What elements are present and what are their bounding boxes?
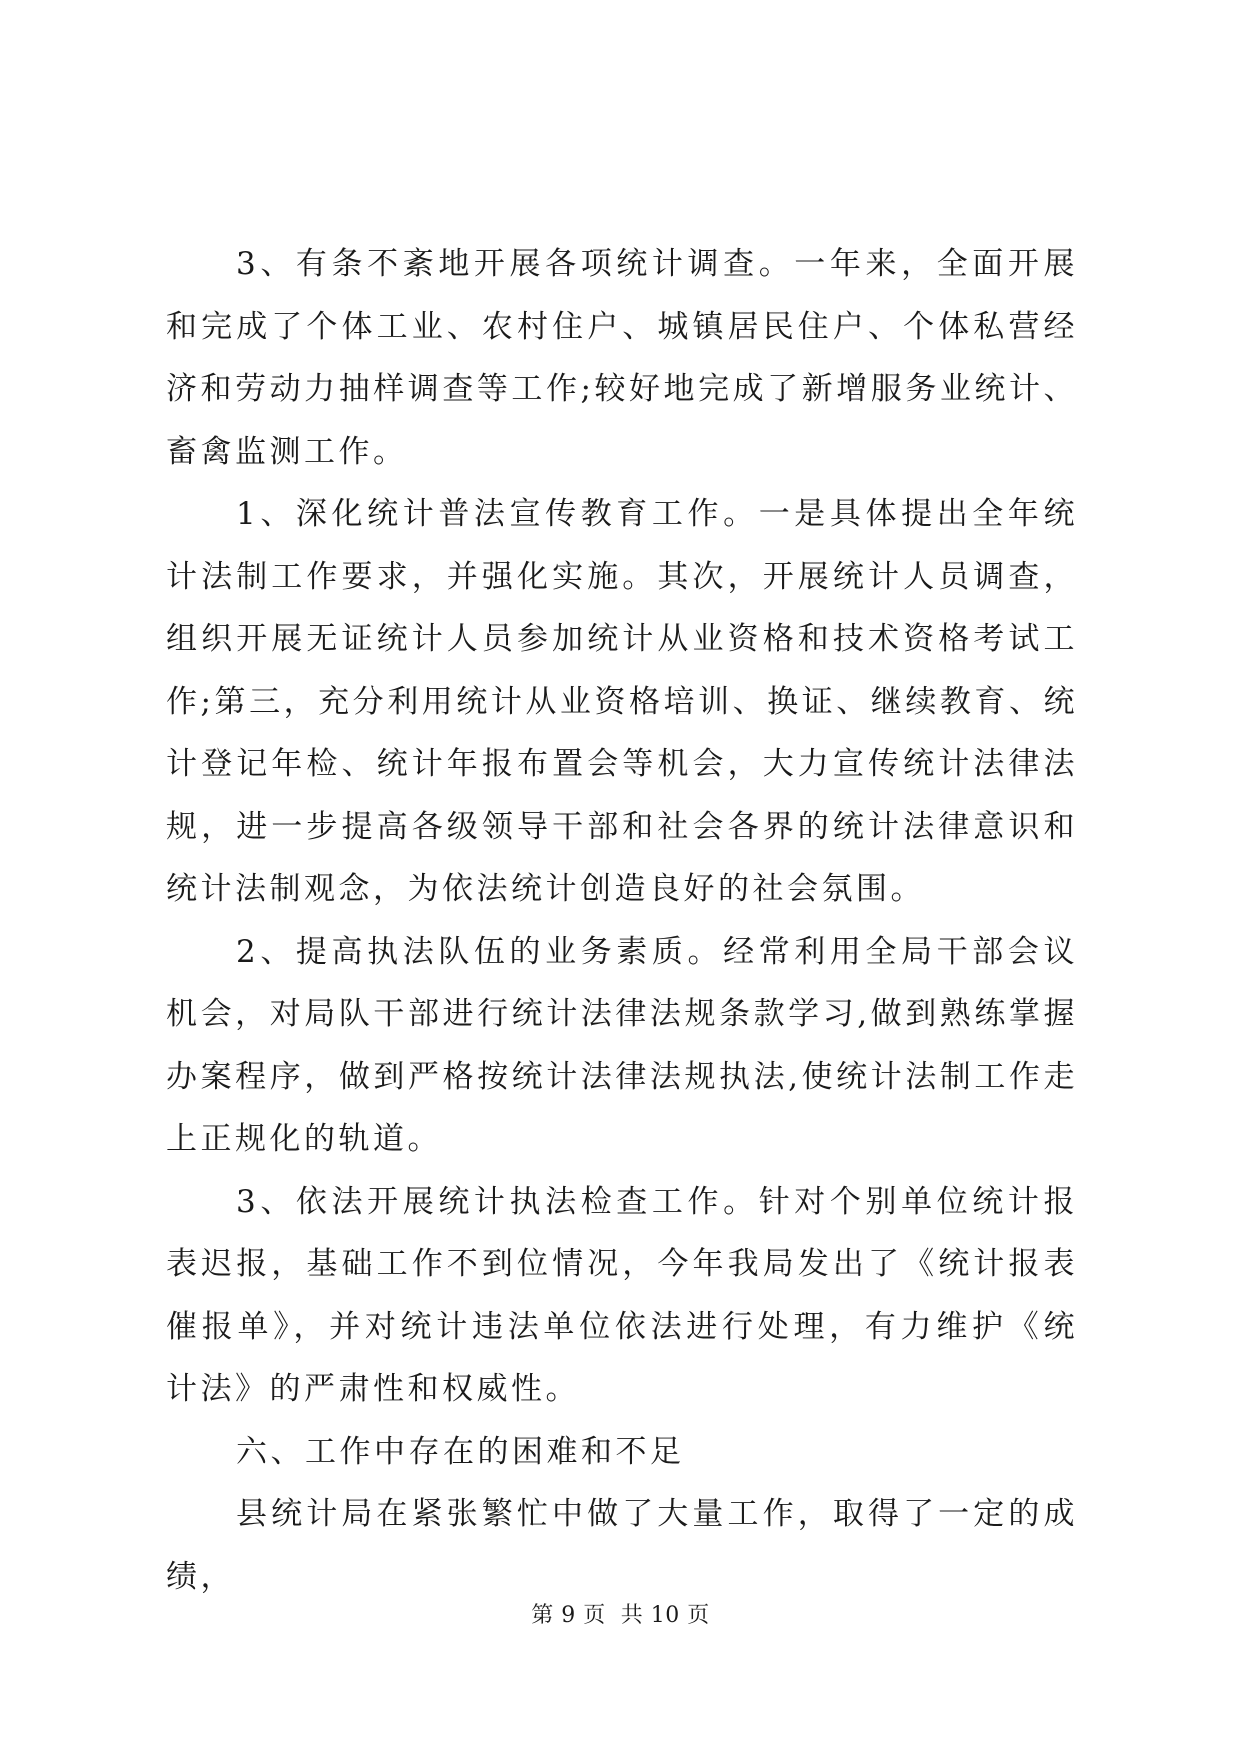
paragraph-enforcement-inspection: 3、依法开展统计执法检查工作。针对个别单位统计报表迟报，基础工作不到位情况，今年我局发出了《统计报表催报单》，并对统计违法单位依法进行处理，有力维护《统计法》的严肃性和权威性。 (166, 1183, 1078, 1407)
paragraph-enforcement-team: 2、提高执法队伍的业务素质。经常利用全局干部会议机会，对局队干部进行统计法律法规条款学习,做到熟练掌握办案程序，做到严格按统计法律法规执法,使统计法制工作走上正规化的轨道。 (166, 933, 1078, 1157)
section-heading-difficulties: 六、工作中存在的困难和不足 (236, 1433, 685, 1470)
document-body (166, 233, 1078, 1608)
page-footer (0, 1601, 1241, 1631)
page-number-label: 第 9 页 共 10 页 (531, 1603, 710, 1628)
paragraph-law-education: 1、深化统计普法宣传教育工作。一是具体提出全年统计法制工作要求，并强化实施。其次，开展统计人员调查，组织开展无证统计人员参加统计从业资格和技术资格考试工作;第三，充分利用统计从业资格培训、换证、继续教育、统计登记年检、统计年报布置会等机会，大力宣传统计法律法规，进一步提高各级领导干部和社会各界的统计法律意识和统计法制观念，为依法统计创造良好的社会氛围。 (166, 496, 1078, 907)
paragraph-statistical-surveys: 3、有条不紊地开展各项统计调查。一年来，全面开展和完成了个体工业、农村住户、城镇居民住户、个体私营经济和劳动力抽样调查等工作;较好地完成了新增服务业统计、畜禽监测工作。 (166, 246, 1078, 470)
paragraph-bureau-summary: 县统计局在紧张繁忙中做了大量工作，取得了一定的成绩， (166, 1496, 1078, 1595)
